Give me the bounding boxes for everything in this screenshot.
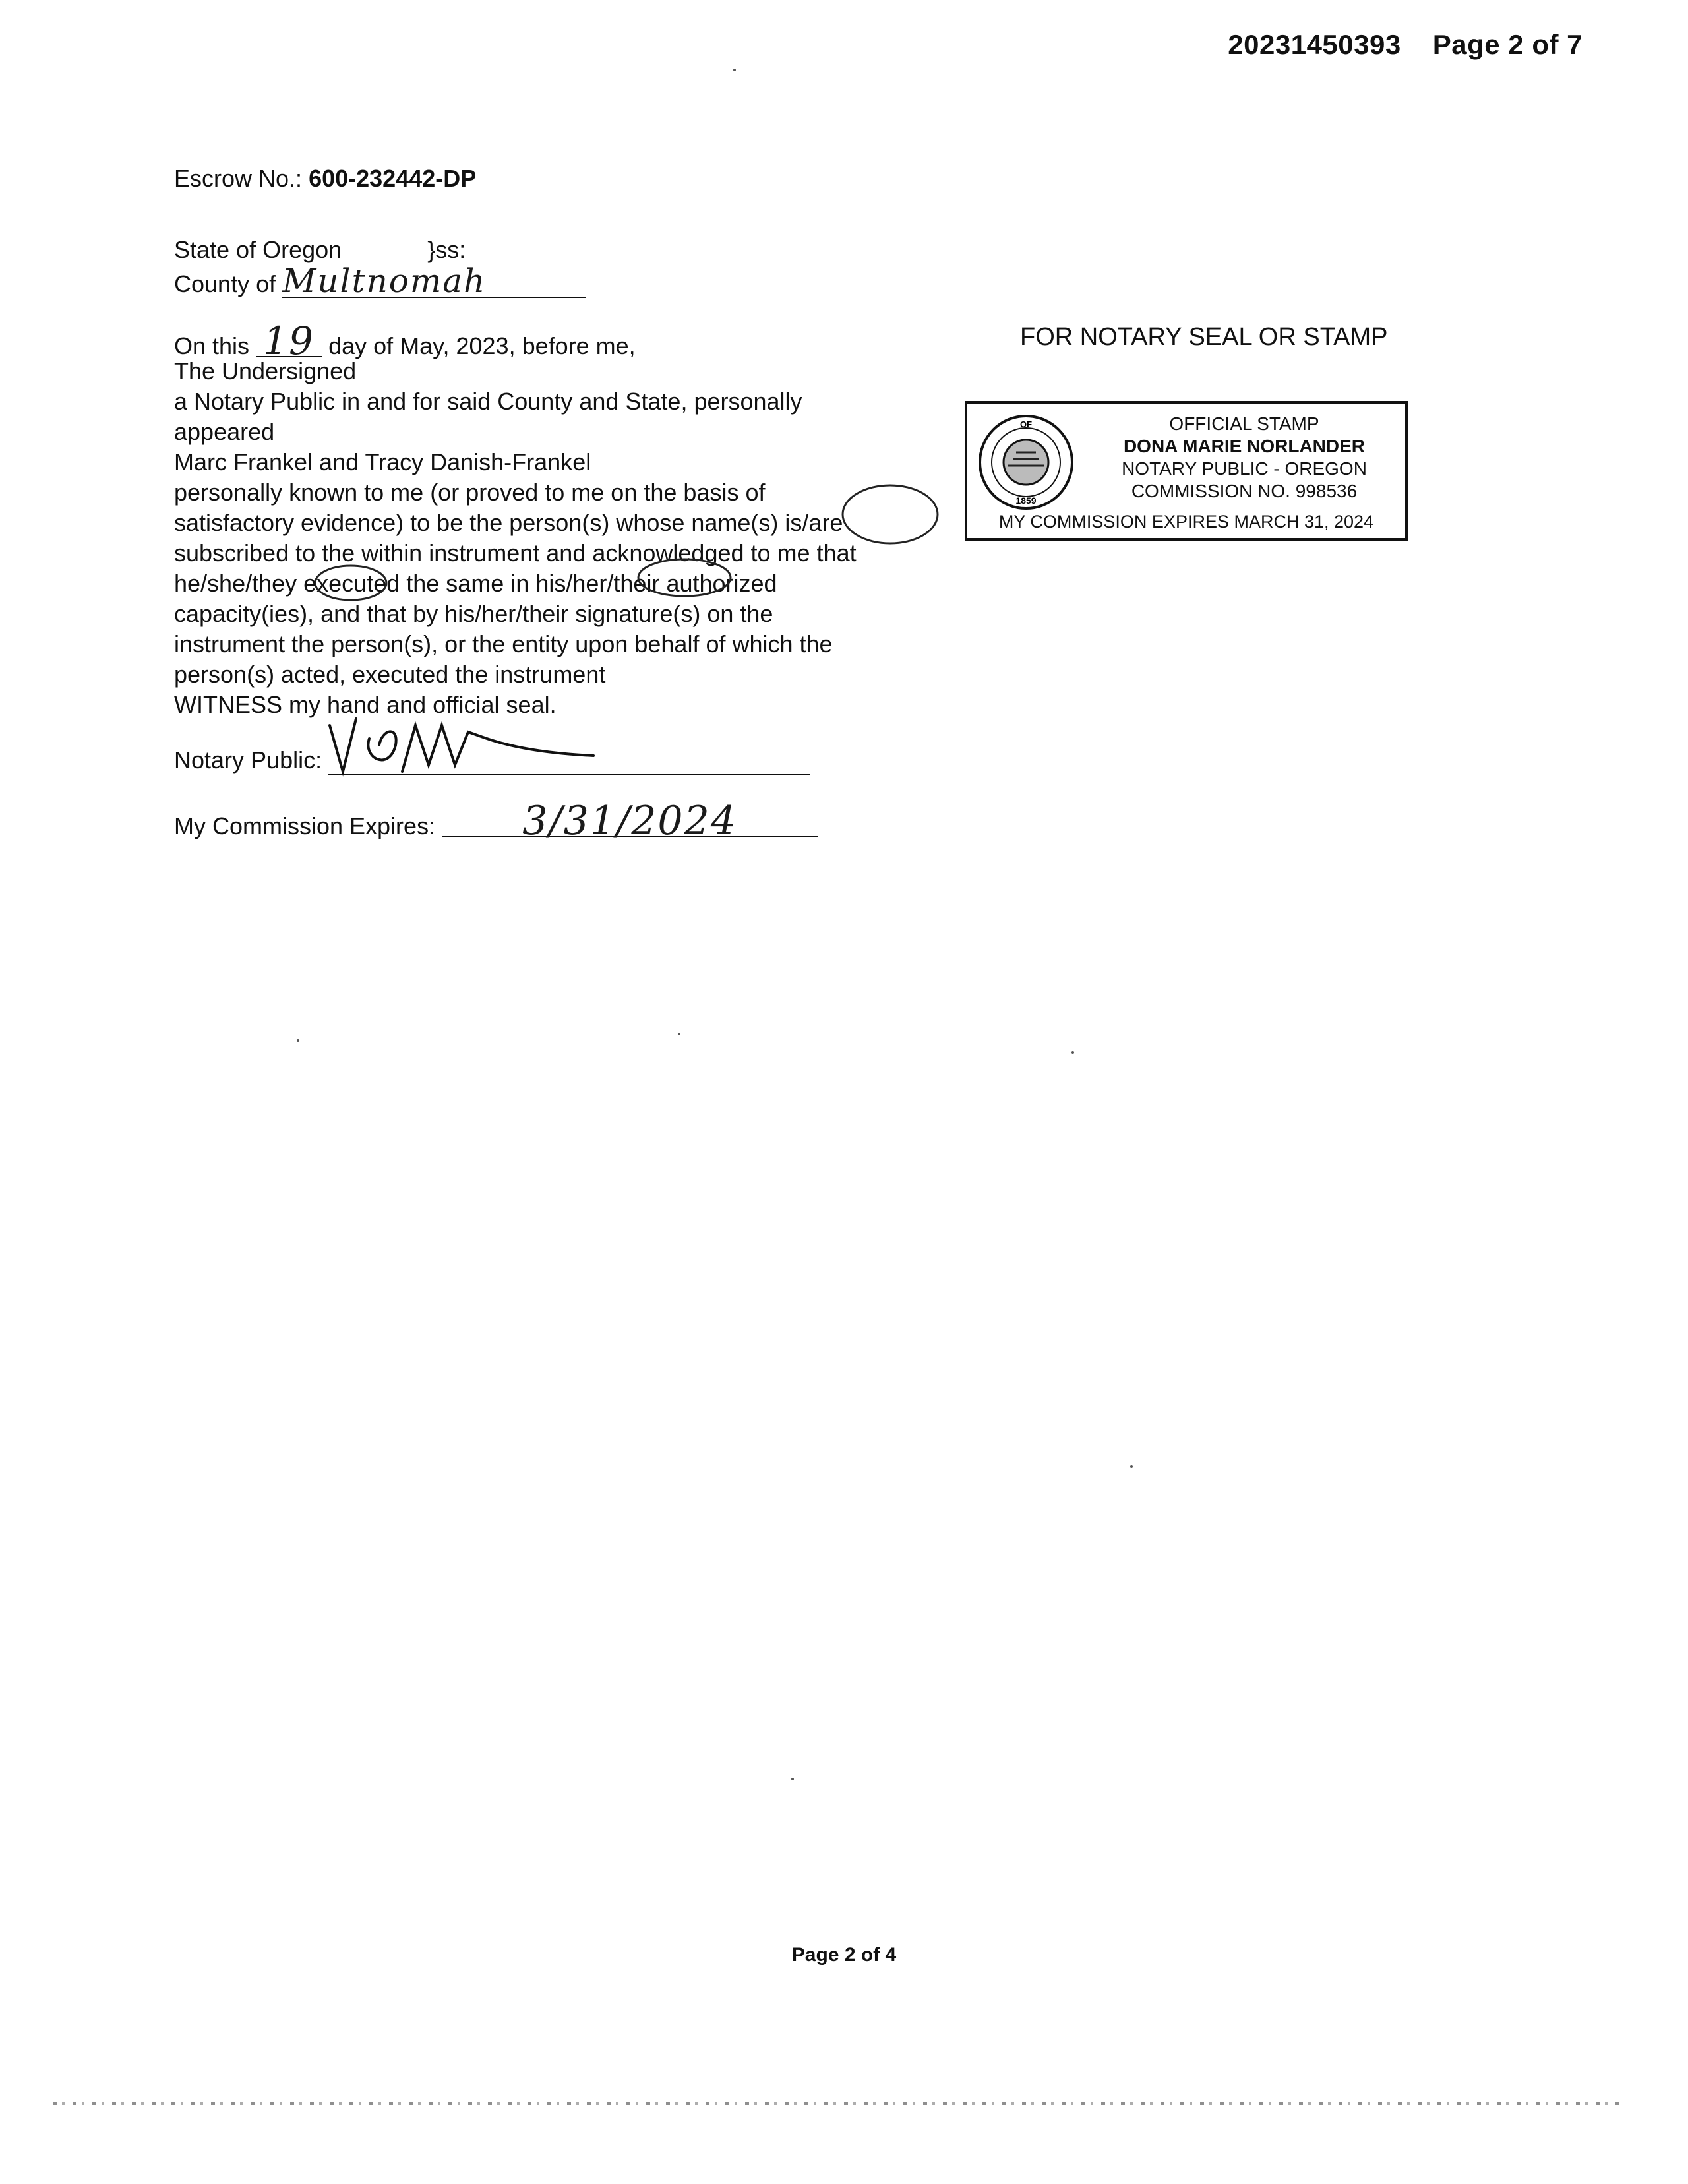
notary-stamp [965,401,1408,541]
county-label: County of [174,270,276,297]
scan-speck [1071,1051,1074,1054]
notary-role: NOTARY PUBLIC - OREGON [1122,458,1367,479]
county-handwritten: Multnomah [282,265,586,298]
ack-line: appeared [174,418,275,445]
ack-line: satisfactory evidence) to be the person(s) whose name(s) is/are [174,509,843,536]
scan-speck [733,69,736,71]
commission-number: COMMISSION NO. 998536 [1131,481,1358,501]
state-label: State of Oregon [174,236,342,263]
ack-line: personally known to me (or proved to me on the basis of [174,479,766,506]
scan-speck [297,1039,299,1042]
ack-line: he/she/they executed the same in his/her/their authorized [174,570,777,597]
footer-page-number: Page 2 of 4 [791,1944,897,1966]
ss-marker: }ss: [427,236,466,263]
scan-speck [791,1778,794,1780]
commission-label: My Commission Expires: [174,812,436,839]
escrow-number: 600-232442-DP [309,165,477,192]
scan-speck [1130,1465,1133,1468]
notary-signature [316,699,607,785]
stamp-title: OFFICIAL STAMP [1169,413,1319,434]
ack-line: Marc Frankel and Tracy Danish-Frankel [174,448,591,475]
date-text: day of May, 2023, before me, [328,332,636,359]
ack-line: capacity(ies), and that by his/her/their signature(s) on the [174,600,773,627]
ack-line: WITNESS my hand and official seal. [174,691,557,718]
stamp-text [1079,413,1409,502]
stamp-expiration: MY COMMISSION EXPIRES MARCH 31, 2024 [998,512,1374,531]
on-this-label: On this [174,332,250,359]
circle-annotation [310,561,402,607]
document-number: 20231450393 [1228,29,1401,60]
notary-label: Notary Public: [174,746,322,774]
acknowledgment-body [174,386,857,720]
recording-header [1228,29,1582,61]
ack-line: subscribed to the within instrument and acknowledged to me that [174,539,857,566]
scan-speck [678,1033,680,1035]
notary-name: DONA MARIE NORLANDER [1123,436,1366,456]
commission-line [174,798,818,844]
escrow-line [174,164,476,194]
svg-text:OF: OF [1019,419,1033,429]
escrow-label: Escrow No.: [174,165,303,192]
county-line [174,262,586,300]
oregon-seal-icon [977,413,1075,512]
day-handwritten: 19 [256,326,322,357]
stamp-heading: FOR NOTARY SEAL OR STAMP [1020,323,1388,351]
circle-annotation [633,554,738,600]
officer-name: The Undersigned [174,357,357,384]
ack-line: instrument the person(s), or the entity upon behalf of which the [174,630,833,657]
svg-text:1859: 1859 [1015,495,1037,506]
ack-line: person(s) acted, executed the instrument [174,661,606,688]
circle-annotation [837,475,956,554]
ack-line: a Notary Public in and for said County and State, personally [174,388,802,415]
page-indicator: Page 2 of 7 [1432,29,1582,60]
scan-artifact-line [53,2102,1622,2105]
state-line [174,235,466,265]
commission-handwritten: 3/31/2024 [442,806,818,837]
